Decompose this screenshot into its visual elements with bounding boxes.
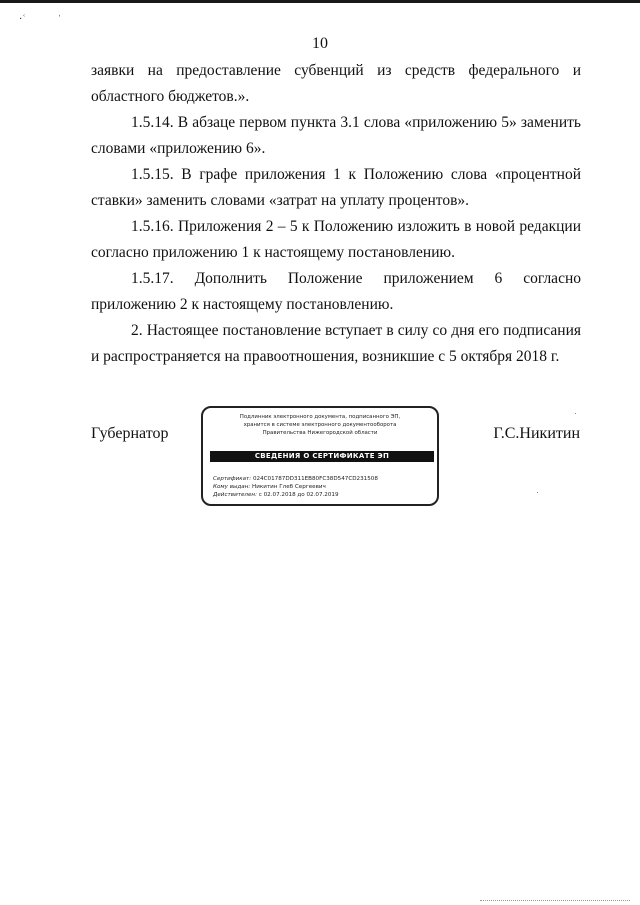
- stamp-valid-label: Действителен:: [213, 492, 257, 498]
- page-top-border: [0, 0, 640, 3]
- signer-name: Г.С.Никитин: [493, 425, 580, 442]
- page-number: 10: [312, 35, 328, 52]
- signer-title: Губернатор: [91, 425, 169, 442]
- electronic-signature-stamp: [201, 406, 439, 506]
- stamp-valid-row: [213, 492, 339, 499]
- document-body: [91, 58, 581, 370]
- stamp-certificate-label: Сертификат:: [213, 476, 252, 482]
- stamp-valid-value: с 02.07.2018 до 02.07.2019: [258, 492, 339, 498]
- scan-speck: [575, 413, 576, 414]
- paragraph-1-5-17: 1.5.17. Дополнить Положение приложением 6 согласно приложению 2 к настоящему постановлению.: [91, 270, 581, 313]
- scan-mark-right: ˈ: [58, 14, 62, 25]
- paragraph-1-5-15: 1.5.15. В графе приложения 1 к Положению слова «процентной ставки» заменить словами «затрат на уплату процентов».: [91, 166, 581, 209]
- stamp-header: [211, 413, 429, 437]
- stamp-certificate-row: [213, 476, 378, 483]
- paragraph-continuation: заявки на предоставление субвенций из средств федерального и областного бюджетов.».: [91, 62, 581, 105]
- paragraph-1-5-16: 1.5.16. Приложения 2 – 5 к Положению изложить в новой редакции согласно приложению 1 к настоящему постановлению.: [91, 218, 581, 261]
- stamp-header-line: хранится в системе электронного документооборота: [243, 422, 397, 428]
- paragraph-2-effective-date: 2. Настоящее постановление вступает в силу со дня его подписания и распространяется на правоотношения, возникшие с 5 октября 2018 г.: [91, 322, 581, 365]
- stamp-header-line: Правительства Нижегородской области: [262, 430, 378, 436]
- stamp-issued-to-value: Никитин Глеб Сергеевич: [252, 484, 326, 490]
- bottom-scan-artifact: [480, 898, 630, 901]
- stamp-certificate-bar: СВЕДЕНИЯ О СЕРТИФИКАТЕ ЭП: [210, 451, 434, 462]
- stamp-certificate-value: 024C01787DD311EB80FC38D547CD231508: [252, 476, 378, 482]
- stamp-issued-to-label: Кому выдан:: [213, 484, 251, 490]
- stamp-issued-to-row: [213, 484, 326, 491]
- stamp-header-line: Подлинник электронного документа, подписанного ЭП,: [239, 414, 401, 420]
- scan-mark-left: ·ʿ: [19, 14, 26, 25]
- paragraph-1-5-14: 1.5.14. В абзаце первом пункта 3.1 слова «приложению 5» заменить словами «приложению 6».: [91, 114, 581, 157]
- scan-speck: [537, 492, 538, 493]
